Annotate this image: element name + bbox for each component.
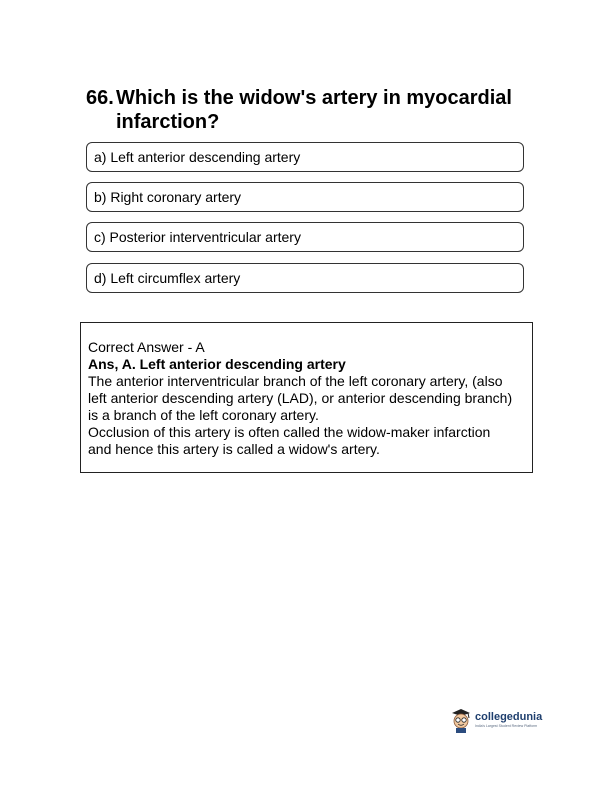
question-text: Which is the widow's artery in myocardial infarction? (116, 87, 512, 133)
question-heading (86, 86, 546, 134)
collegedunia-logo (450, 705, 550, 735)
answer-explanation-box (80, 322, 533, 473)
correct-answer-label: Correct Answer - A (88, 339, 205, 355)
option-b[interactable]: b) Right coronary artery (86, 182, 524, 212)
mascot-icon (450, 707, 472, 733)
explanation-line: and hence this artery is called a widow's artery. (88, 441, 380, 457)
logo-tagline: India's Largest Student Review Platform (475, 723, 538, 728)
option-a[interactable]: a) Left anterior descending artery (86, 142, 524, 172)
option-d[interactable]: d) Left circumflex artery (86, 263, 524, 293)
explanation-line: is a branch of the left coronary artery. (88, 407, 319, 423)
explanation-line: left anterior descending artery (LAD), or anterior descending branch) (88, 390, 513, 406)
logo-brand-text: collegedunia (475, 710, 543, 723)
answer-heading: Ans, A. Left anterior descending artery (88, 356, 346, 372)
explanation-line: Occlusion of this artery is often called the widow-maker infarction (88, 424, 491, 440)
explanation-line: The anterior interventricular branch of the left coronary artery, (also (88, 373, 503, 389)
option-c[interactable]: c) Posterior interventricular artery (86, 222, 524, 252)
question-number: 66. (86, 87, 114, 109)
